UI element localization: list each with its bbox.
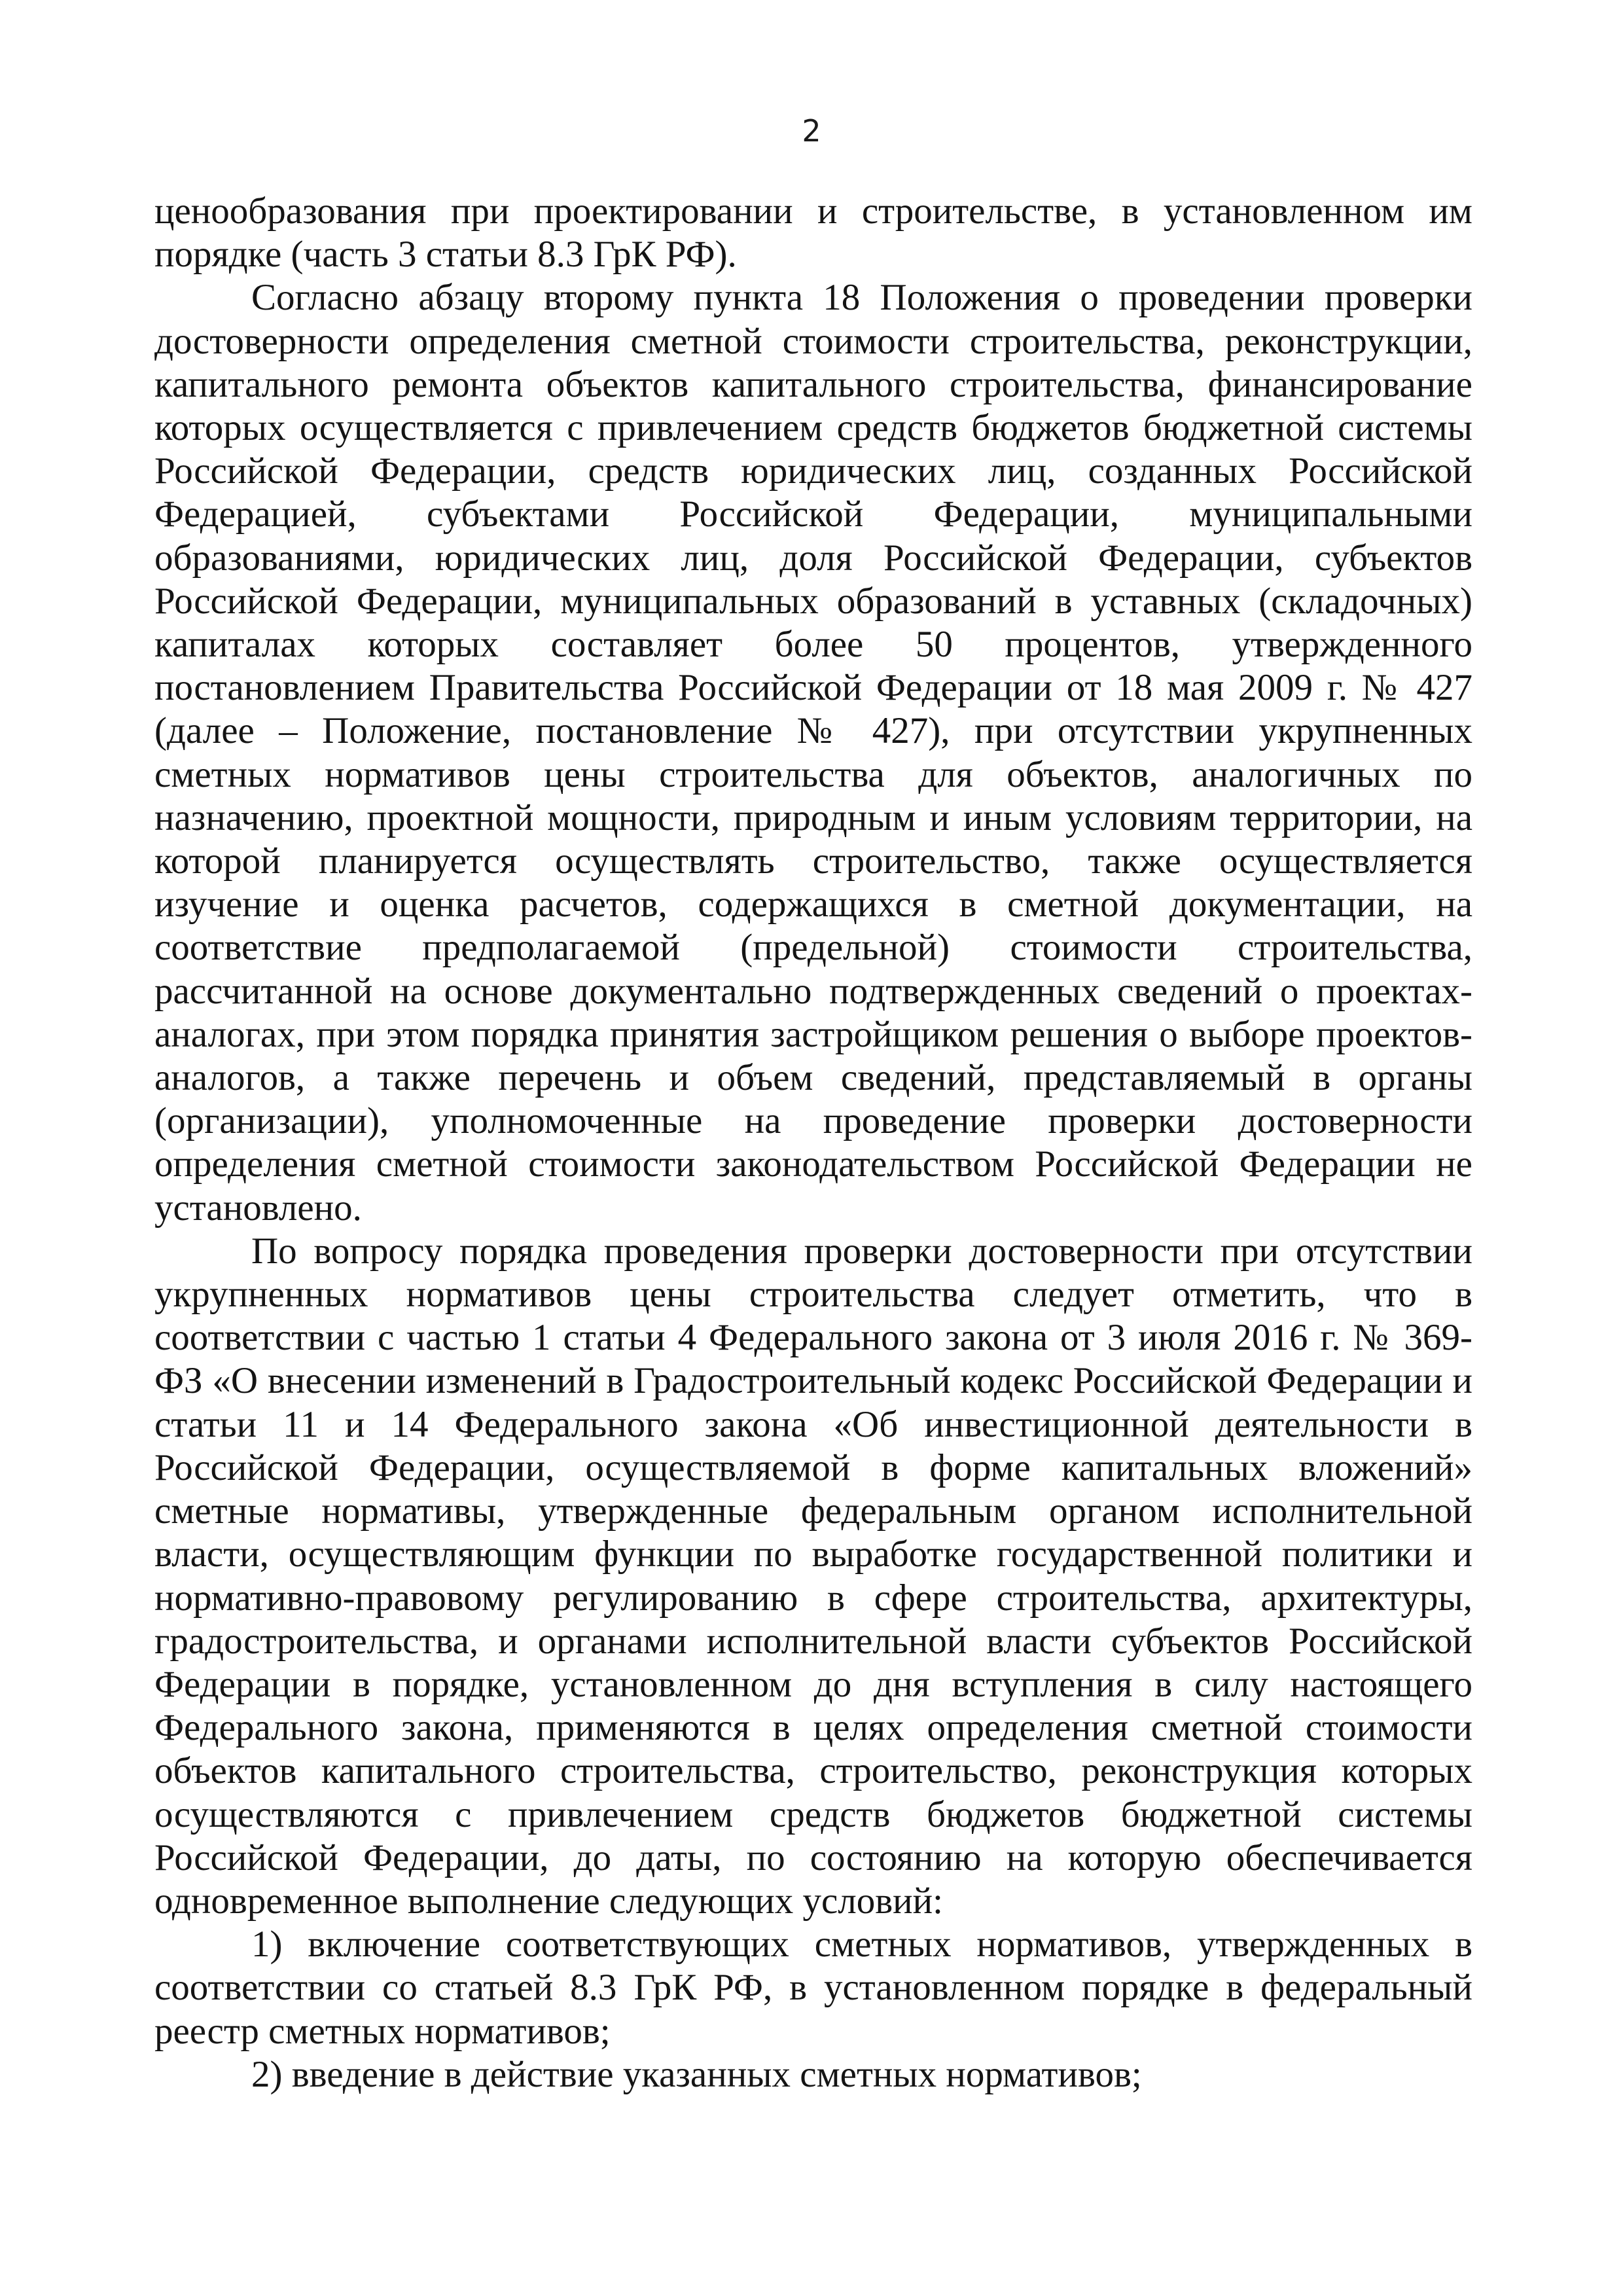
document-body	[154, 190, 1472, 2096]
page-number: 2	[802, 113, 821, 149]
paragraph-regulation-clause: Согласно абзацу второму пункта 18 Положения о проведении проверки достоверности определения сметной стоимости строительства, реконструкции, капитального ремонта объектов капитального строительства, финансирование которых осуществляется с привлечением средств бюджетов бюджетной системы Российской Федерации, средств юридических лиц, созданных Российской Федерацией, субъектами Российской Федерации, муниципальными образованиями, юридических лиц, доля Российской Федерации, субъектов Российской Федерации, муниципальных образований в уставных (складочных) капиталах которых составляет более 50 процентов, утвержденного постановлением Правительства Российской Федерации от 18 мая 2009 г. № 427 (далее – Положение, постановление № 427), при отсутствии укрупненных сметных нормативов цены строительства для объектов, аналогичных по назначению, проектной мощности, природным и иным условиям территории, на которой планируется осуществлять строительство, также осуществляется изучение и оценка расчетов, содержащихся в сметной документации, на соответствие предполагаемой (предельной) стоимости строительства, рассчитанной на основе документально подтвержденных сведений о проектах-аналогах, при этом порядка принятия застройщиком решения о выборе проектов-аналогов, а также перечень и объем сведений, представляемый в органы (организации), уполномоченные на проведение проверки достоверности определения сметной стоимости законодательством Российской Федерации не установлено.	[154, 277, 1472, 1229]
list-item-condition-2: 2) введение в действие указанных сметных нормативов;	[251, 2053, 1142, 2095]
list-item-condition-1: 1) включение соответствующих сметных нормативов, утвержденных в соответствии со статьей 8.3 ГрК РФ, в установленном порядке в федеральный реестр сметных нормативов;	[154, 1924, 1472, 2052]
paragraph-continuation: ценообразования при проектировании и строительстве, в установленном им порядке (часть 3 статьи 8.3 ГрК РФ).	[154, 190, 1472, 276]
paragraph-verification-procedure: По вопросу порядка проведения проверки достоверности при отсутствии укрупненных нормативов цены строительства следует отметить, что в соответствии с частью 1 статьи 4 Федерального закона от 3 июля 2016 г. № 369-ФЗ «О внесении изменений в Градостроительный кодекс Российской Федерации и статьи 11 и 14 Федерального закона «Об инвестиционной деятельности в Российской Федерации, осуществляемой в форме капитальных вложений» сметные нормативы, утвержденные федеральным органом исполнительной власти, осуществляющим функции по выработке государственной политики и нормативно-правовому регулированию в сфере строительства, архитектуры, градостроительства, и органами исполнительной власти субъектов Российской Федерации в порядке, установленном до дня вступления в силу настоящего Федерального закона, применяются в целях определения сметной стоимости объектов капитального строительства, строительство, реконструкция которых осуществляются с привлечением средств бюджетов бюджетной системы Российской Федерации, до даты, по состоянию на которую обеспечивается одновременное выполнение следующих условий:	[154, 1230, 1472, 1922]
